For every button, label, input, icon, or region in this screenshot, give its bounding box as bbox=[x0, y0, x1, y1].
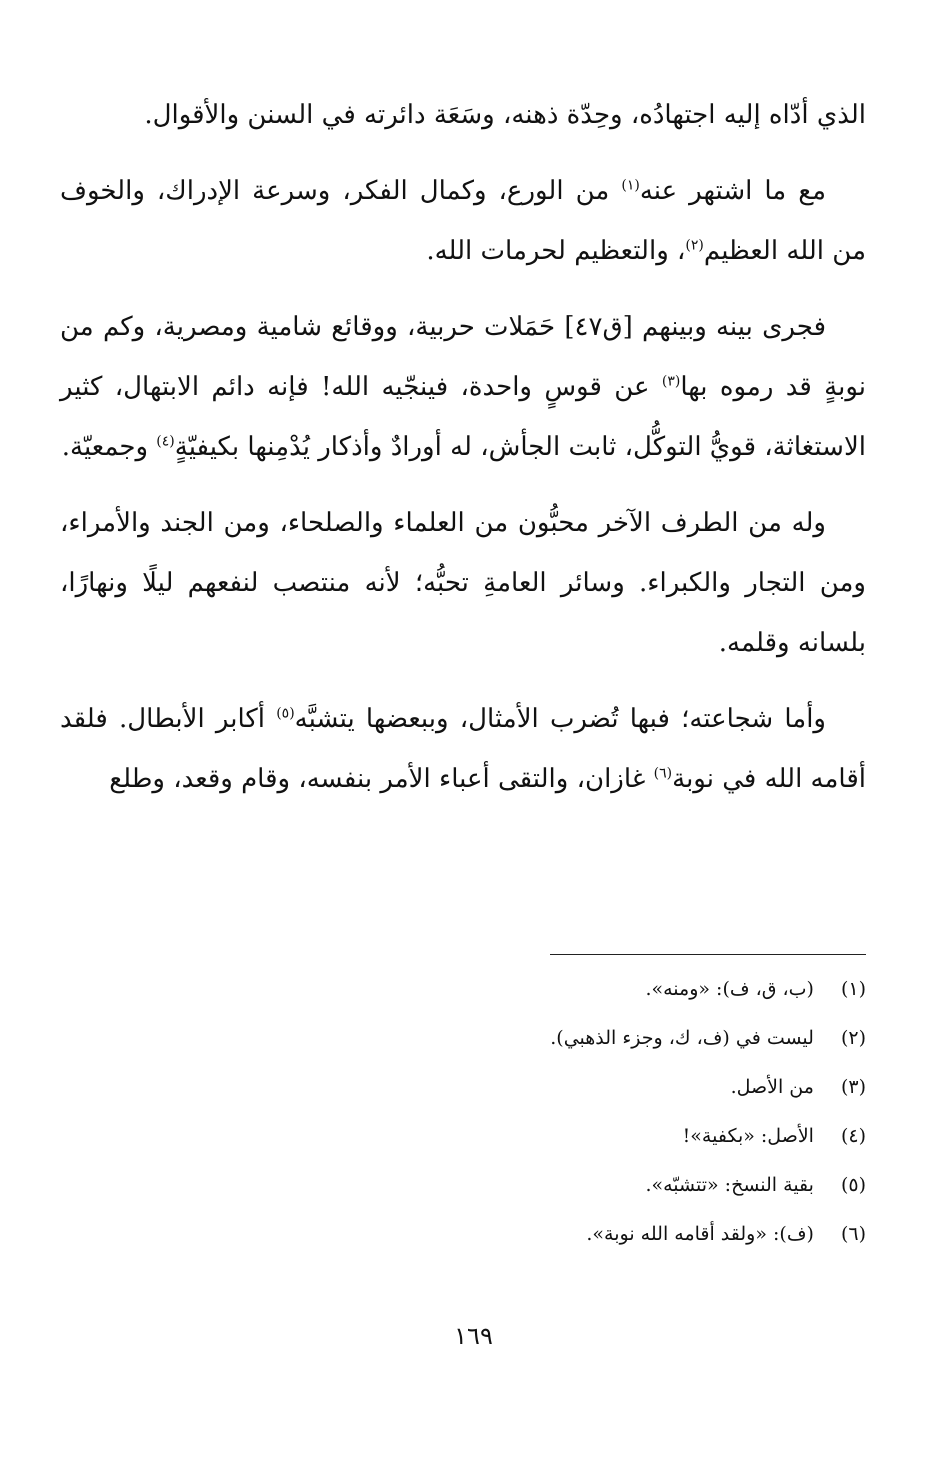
footnote-3 bbox=[60, 1068, 866, 1117]
footnote-number: (٢) bbox=[840, 1027, 866, 1049]
paragraph-5-part-3: غازان، والتقى أعباء الأمر بنفسه، وقام وقعد، وطلع bbox=[109, 764, 654, 794]
footnote-text: (ب، ق، ف): «ومنه». bbox=[645, 978, 814, 1000]
paragraph-2-part-3: ، والتعظيم لحرمات الله. bbox=[426, 236, 686, 266]
footnote-number: (٤) bbox=[840, 1125, 866, 1147]
paragraph-1-text: الذي أدّاه إليه اجتهادُه، وحِدّة ذهنه، وسَعَة دائرته في السنن والأقوال. bbox=[144, 100, 866, 130]
footnote-number: (٣) bbox=[840, 1076, 866, 1098]
paragraph-2 bbox=[60, 161, 866, 281]
footnote-divider bbox=[550, 954, 866, 955]
paragraph-5 bbox=[60, 689, 866, 809]
paragraph-3-part-2: عن قوسٍ واحدة، فينجّيه الله! فإنه دائم الابتهال، كثير الاستغاثة، قويُّ التوكُّل، ثابت الجأش، له أورادٌ وأذكار يُدْمِنها بكيفيّةٍ bbox=[60, 372, 866, 462]
footnote-text: من الأصل. bbox=[730, 1076, 814, 1098]
footnote-ref-4[interactable]: (٤) bbox=[156, 433, 175, 450]
footnote-5 bbox=[60, 1166, 866, 1215]
paragraph-5-part-2: أكابر الأبطال. فلقد أقامه الله في نوبة bbox=[60, 704, 866, 794]
footnote-text: ليست في (ف، ك، وجزء الذهبي). bbox=[550, 1027, 814, 1049]
paragraph-4-text: وله من الطرف الآخر محبُّون من العلماء والصلحاء، ومن الجند والأمراء، ومن التجار والكبراء. وسائر العامةِ تحبُّه؛ لأنه منتصب لنفعهم ليلًا ونهارًا، بلسانه وقلمه. bbox=[60, 508, 866, 658]
paragraph-2-part-1: مع ما اشتهر عنه bbox=[639, 176, 827, 206]
footnote-2 bbox=[60, 1019, 866, 1068]
page-number: ١٦٩ bbox=[454, 1322, 493, 1350]
footnotes bbox=[60, 970, 866, 1264]
footnote-6 bbox=[60, 1215, 866, 1264]
footnote-1 bbox=[60, 970, 866, 1019]
paragraph-3-part-1: فجرى بينه وبينهم [ق٤٧] حَمَلات حربية، ووقائع شامية ومصرية، وكم من نوبةٍ قد رموه بها bbox=[60, 312, 866, 402]
paragraph-3 bbox=[60, 297, 866, 477]
paragraph-1 bbox=[60, 85, 866, 145]
footnote-number: (١) bbox=[840, 978, 866, 1000]
footnote-text: (ف): «ولقد أقامه الله نوبة». bbox=[586, 1223, 814, 1245]
footnote-ref-1[interactable]: (١) bbox=[621, 177, 640, 194]
paragraph-3-part-3: وجمعيّة. bbox=[61, 432, 157, 462]
footnote-ref-6[interactable]: (٦) bbox=[653, 765, 673, 782]
main-text bbox=[60, 85, 866, 825]
paragraph-4 bbox=[60, 493, 866, 673]
footnote-number: (٥) bbox=[840, 1174, 866, 1196]
footnote-4 bbox=[60, 1117, 866, 1166]
paragraph-5-part-1: وأما شجاعته؛ فبها تُضرب الأمثال، وببعضها يتشبَّه bbox=[294, 704, 826, 734]
footnote-ref-2[interactable]: (٢) bbox=[685, 237, 704, 254]
footnote-ref-3[interactable]: (٣) bbox=[661, 373, 681, 390]
footnote-text: الأصل: «بكفية»! bbox=[682, 1125, 814, 1147]
footnote-number: (٦) bbox=[840, 1223, 866, 1245]
footnote-text: بقية النسخ: «تتشبّه». bbox=[645, 1174, 814, 1196]
paragraph-2-part-2: من الورع، وكمال الفكر، وسرعة الإدراك، والخوف من الله العظيم bbox=[60, 176, 866, 266]
footnote-ref-5[interactable]: (٥) bbox=[276, 705, 295, 722]
